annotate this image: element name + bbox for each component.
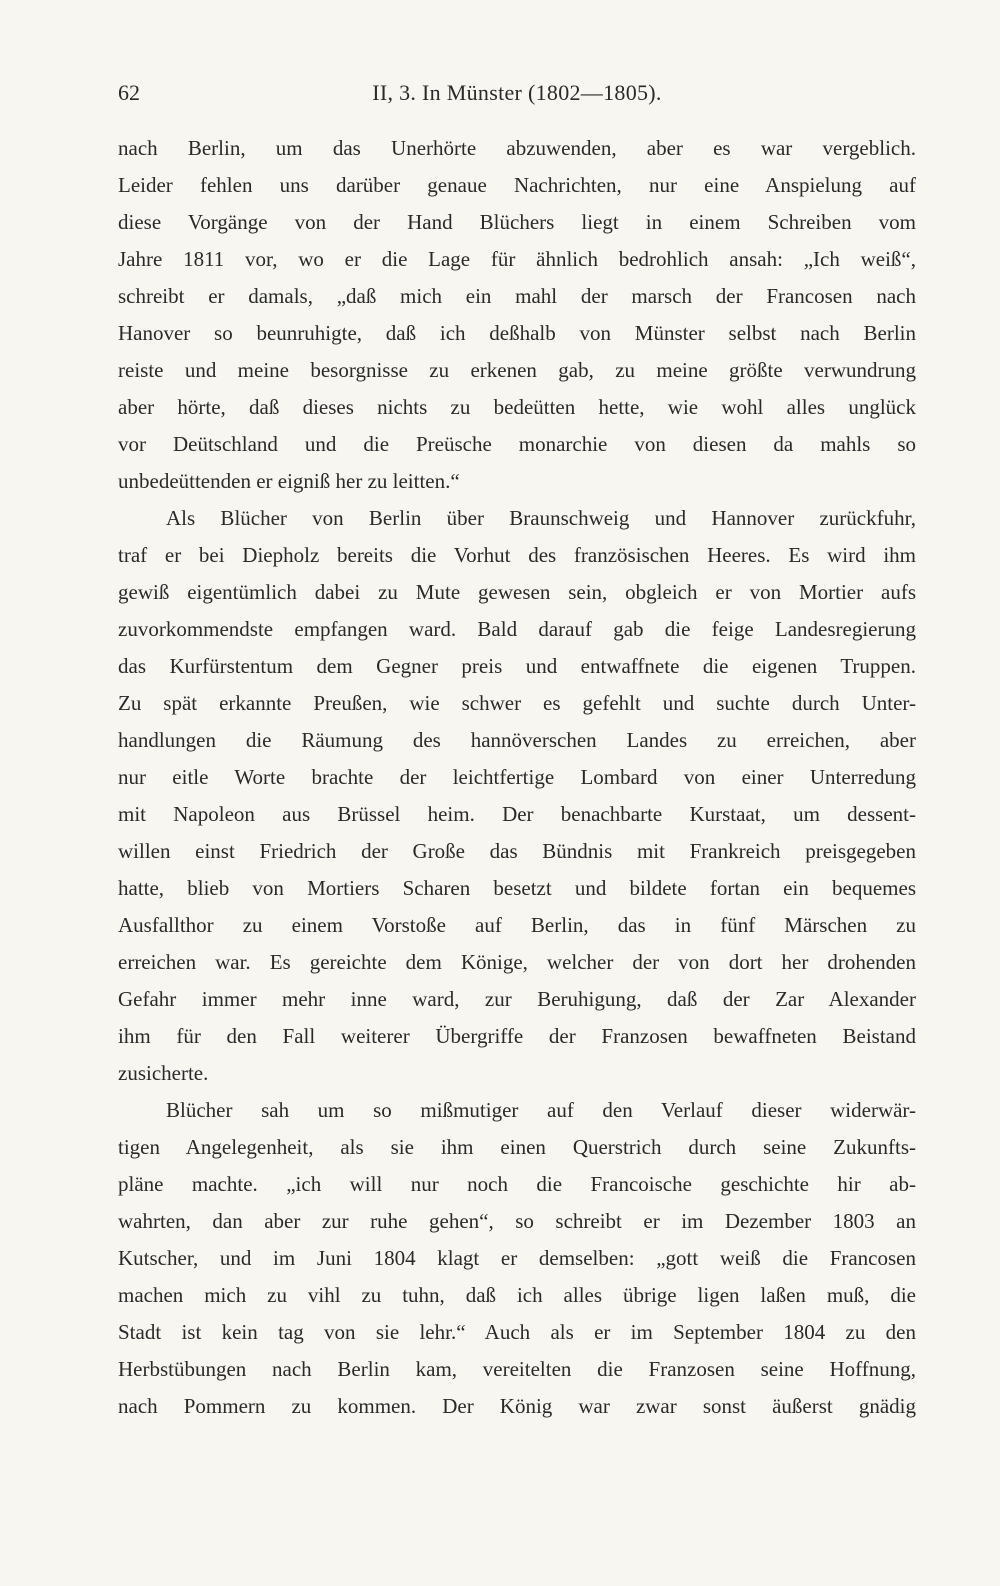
text-line: Herbstübungen nach Berlin kam, vereitelten die Franzosen seine Hoffnung, [118, 1357, 916, 1381]
text-line: Stadt ist kein tag von sie lehr.“ Auch als er im September 1804 zu den [118, 1320, 916, 1344]
running-title: II, 3. In Münster (1802—1805). [372, 80, 662, 105]
text-line: ihm für den Fall weiterer Übergriffe der Franzosen bewaffneten Beistand [118, 1024, 916, 1048]
text-line: unbedeüttenden er eigniß her zu leitten.“ [118, 469, 460, 493]
text-line: machen mich zu vihl zu tuhn, daß ich alles übrige ligen laßen muß, die [118, 1283, 916, 1307]
text-line: traf er bei Diepholz bereits die Vorhut des französischen Heeres. Es wird ihm [118, 543, 916, 567]
text-line: handlungen die Räumung des hannöverschen Landes zu erreichen, aber [118, 728, 916, 752]
text-line: Zu spät erkannte Preußen, wie schwer es gefehlt und suchte durch Unter- [118, 691, 916, 715]
text-line: diese Vorgänge von der Hand Blüchers liegt in einem Schreiben vom [118, 210, 916, 234]
text-line: wahrten, dan aber zur ruhe gehen“, so schreibt er im Dezember 1803 an [118, 1209, 916, 1233]
text-line: schreibt er damals, „daß mich ein mahl der marsch der Francosen nach [118, 284, 916, 308]
text-line: erreichen war. Es gereichte dem Könige, welcher der von dort her drohenden [118, 950, 916, 974]
text-line: Blücher sah um so mißmutiger auf den Verlauf dieser widerwär- [166, 1098, 916, 1122]
text-line: Gefahr immer mehr inne ward, zur Beruhigung, daß der Zar Alexander [118, 987, 916, 1011]
text-line: Ausfallthor zu einem Vorstoße auf Berlin, das in fünf Märschen zu [118, 913, 916, 937]
text-line: Hanover so beunruhigte, daß ich deßhalb von Münster selbst nach Berlin [118, 321, 916, 345]
text-line: willen einst Friedrich der Große das Bündnis mit Frankreich preisgegeben [118, 839, 916, 863]
text-line: vor Deütschland und die Preüsche monarchie von diesen da mahls so [118, 432, 916, 456]
text-line: Jahre 1811 vor, wo er die Lage für ähnlich bedrohlich ansah: „Ich weiß“, [118, 247, 916, 271]
text-line: zuvorkommendste empfangen ward. Bald darauf gab die feige Landesregierung [118, 617, 916, 641]
text-line: gewiß eigentümlich dabei zu Mute gewesen sein, obgleich er von Mortier aufs [118, 580, 916, 604]
text-line: nur eitle Worte brachte der leichtfertige Lombard von einer Unterredung [118, 765, 916, 789]
text-line: Kutscher, und im Juni 1804 klagt er demselben: „gott weiß die Francosen [118, 1246, 916, 1270]
text-line: das Kurfürstentum dem Gegner preis und entwaffnete die eigenen Truppen. [118, 654, 916, 678]
text-line: reiste und meine besorgnisse zu erkenen gab, zu meine größte verwundrung [118, 358, 916, 382]
text-line: Als Blücher von Berlin über Braunschweig und Hannover zurückfuhr, [166, 506, 916, 530]
text-line: aber hörte, daß dieses nichts zu bedeütten hette, wie wohl alles unglück [118, 395, 916, 419]
text-line: tigen Angelegenheit, als sie ihm einen Querstrich durch seine Zukunfts- [118, 1135, 916, 1159]
text-line: hatte, blieb von Mortiers Scharen besetzt und bildete fortan ein bequemes [118, 876, 916, 900]
text-line: Leider fehlen uns darüber genaue Nachrichten, nur eine Anspielung auf [118, 173, 916, 197]
page-number: 62 [118, 80, 140, 105]
text-line: pläne machte. „ich will nur noch die Francoische geschichte hir ab- [118, 1172, 916, 1196]
body-text [118, 130, 916, 1425]
text-line: nach Berlin, um das Unerhörte abzuwenden, aber es war vergeblich. [118, 136, 916, 160]
running-head [118, 80, 916, 112]
text-line: zusicherte. [118, 1061, 209, 1085]
text-line: nach Pommern zu kommen. Der König war zwar sonst äußerst gnädig [118, 1394, 916, 1418]
text-line: mit Napoleon aus Brüssel heim. Der benachbarte Kurstaat, um dessent- [118, 802, 916, 826]
